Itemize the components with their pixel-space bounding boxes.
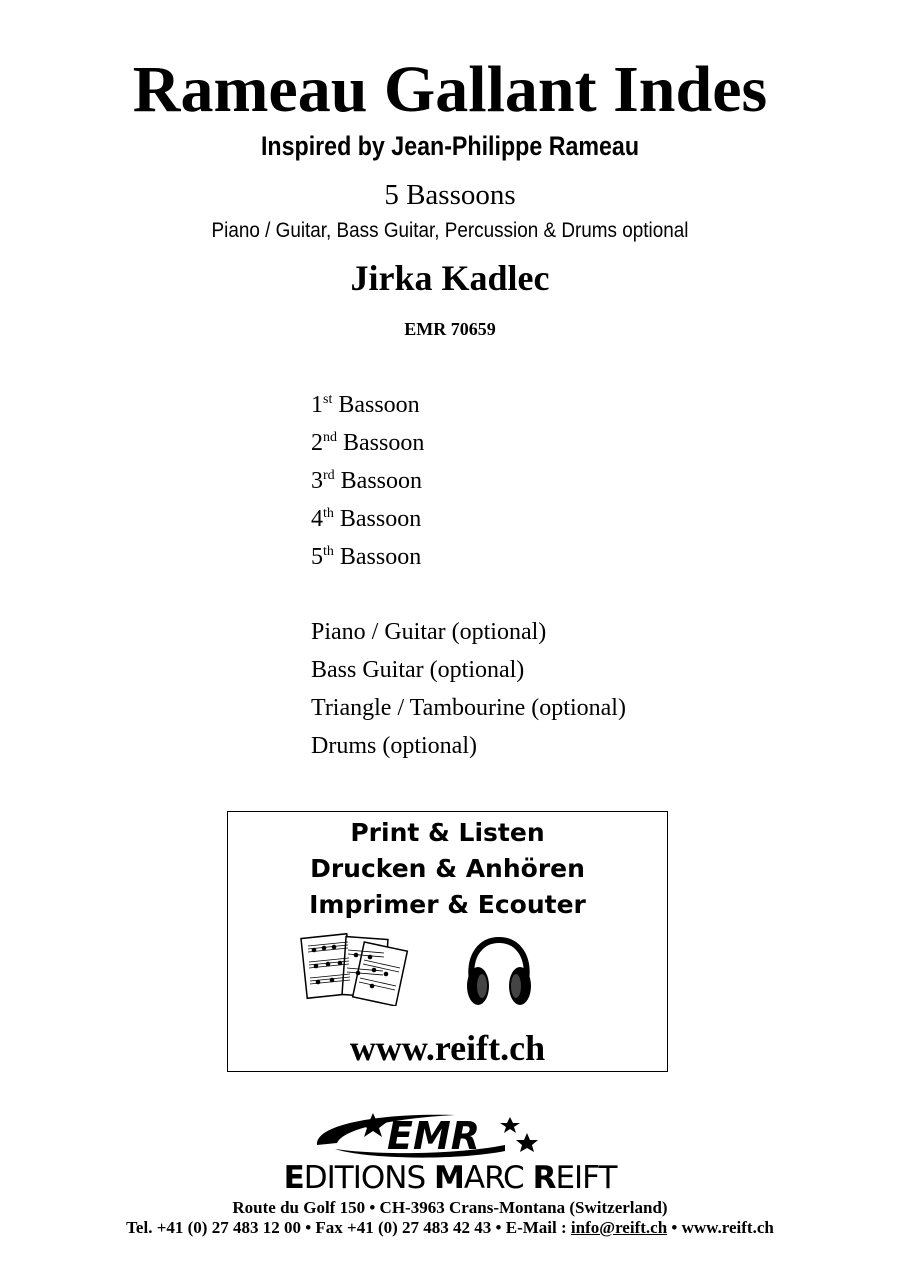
ensemble: 5 Bassoons — [384, 179, 516, 211]
emr-logo — [305, 1105, 595, 1163]
part-item: 2nd Bassoon — [311, 430, 425, 456]
optional-part-item: Bass Guitar (optional) — [311, 657, 525, 683]
catalog-code: EMR 70659 — [404, 319, 496, 339]
part-item: 4th Bassoon — [311, 506, 422, 532]
optional-parts-list — [311, 613, 626, 765]
headphones-icon — [462, 934, 536, 1010]
email-link[interactable]: info@reift.ch — [570, 1218, 668, 1237]
part-item: 1st Bassoon — [311, 392, 420, 418]
print-listen-box — [227, 811, 668, 1072]
promo-line-english: Print & Listen — [350, 818, 545, 847]
promo-line-french: Imprimer & Ecouter — [309, 890, 586, 919]
publisher-name: EDITIONS MARC REIFT — [283, 1160, 617, 1196]
promo-line-german: Drucken & Anhören — [310, 854, 585, 883]
part-item: 5th Bassoon — [311, 544, 422, 570]
optional-instruments: Piano / Guitar, Bass Guitar, Percussion & Drums optional — [211, 219, 689, 242]
contact-info: Tel. +41 (0) 27 483 12 00 • Fax +41 (0) 27 483 42 43 • E-Mail : info@reift.ch • www.reift.ch — [126, 1218, 774, 1237]
sheet-music-icon — [300, 930, 410, 1006]
logo-emblem-text: EMR — [387, 1114, 481, 1158]
optional-part-item: Drums (optional) — [311, 733, 477, 759]
parts-list — [311, 386, 424, 576]
optional-part-item: Triangle / Tambourine (optional) — [311, 695, 626, 721]
subtitle: Inspired by Jean-Philippe Rameau — [260, 131, 640, 161]
promo-website[interactable]: www.reift.ch — [349, 1028, 546, 1068]
optional-part-item: Piano / Guitar (optional) — [311, 619, 547, 645]
page-title: Rameau Gallant Indes — [132, 53, 768, 126]
part-item: 3rd Bassoon — [311, 468, 423, 494]
publisher-address: Route du Golf 150 • CH-3963 Crans-Montana (Switzerland) — [232, 1198, 668, 1217]
composer: Jirka Kadlec — [350, 258, 550, 298]
